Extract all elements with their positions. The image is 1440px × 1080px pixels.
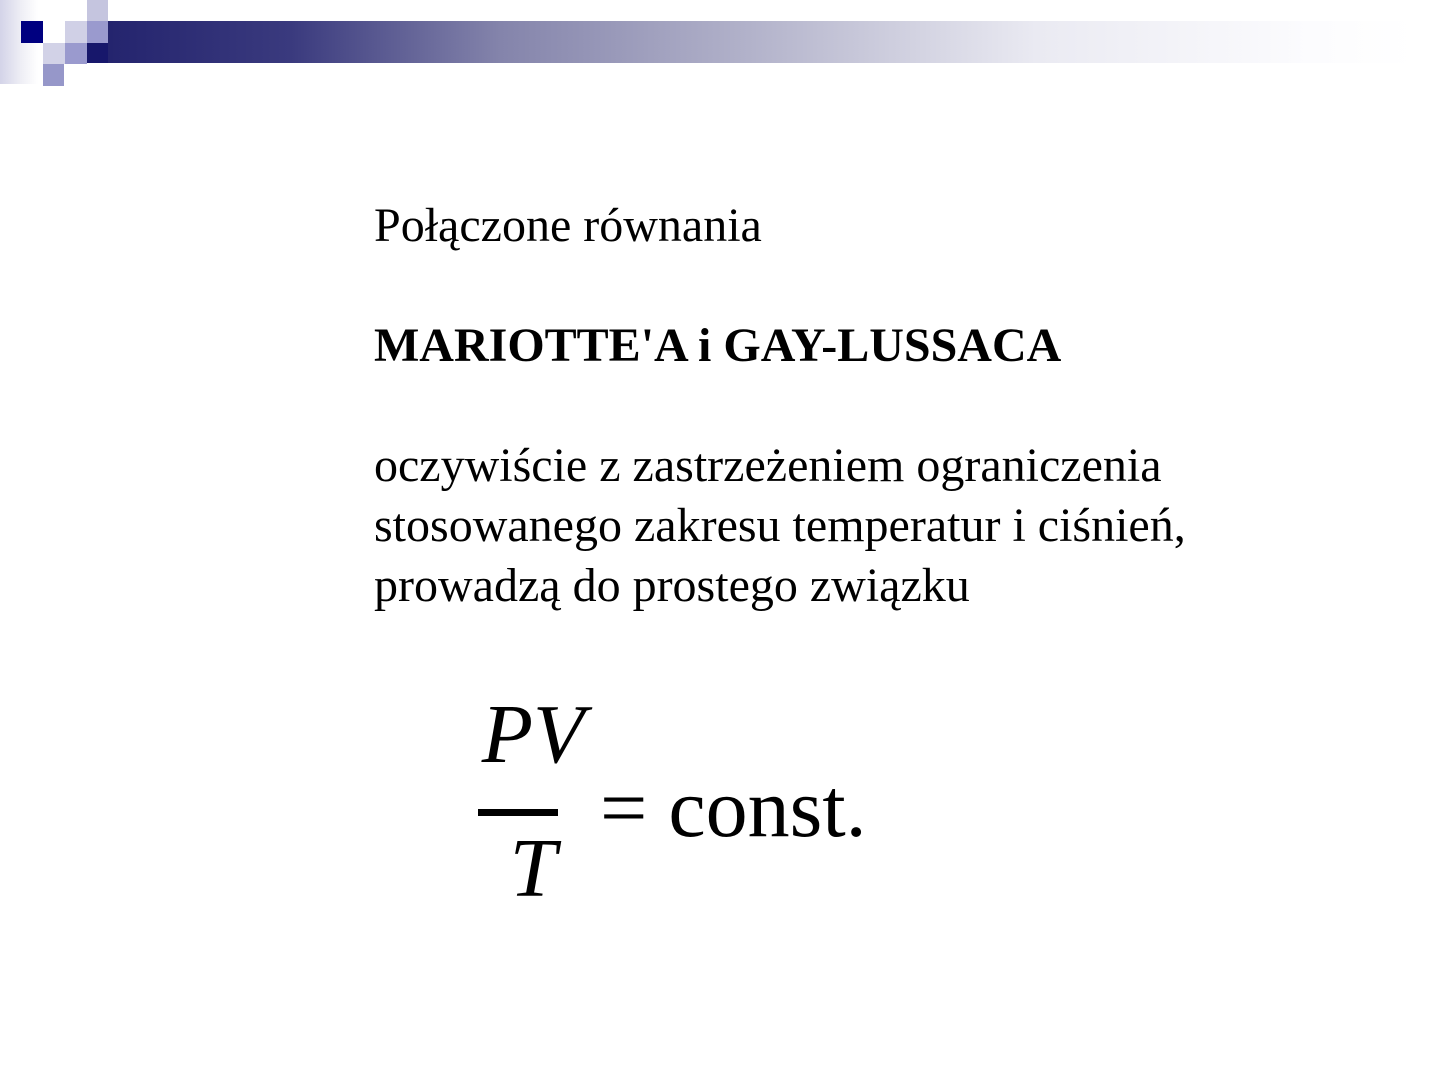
pixel-square-medium-mid [65, 43, 87, 64]
intro-line: Połączone równania [374, 199, 762, 252]
fraction-numerator: PV [481, 688, 585, 781]
pixel-square-light-upper [65, 21, 87, 43]
body-line-2: stosowanego zakresu temperatur i ciśnień, [374, 499, 1186, 552]
fraction [476, 688, 590, 915]
blank-line [374, 256, 1254, 316]
blank-line [374, 376, 1254, 436]
formula [476, 688, 867, 915]
body-line-3: prowadzą do prostego związku [374, 559, 970, 612]
pixel-square-top [87, 0, 108, 21]
pixel-square-medium-lower [43, 64, 64, 86]
pixel-square-light-mid [43, 43, 65, 64]
header-gradient-bar [108, 21, 1415, 63]
header-bar-step [87, 43, 108, 63]
formula-result: = const. [600, 762, 867, 855]
fraction-bar [478, 809, 558, 816]
law-names-line: MARIOTTE'A i GAY-LUSSACA [374, 319, 1062, 372]
pixel-square-medium-upper [87, 21, 108, 43]
fraction-denominator: T [509, 822, 557, 915]
body-line-1: oczywiście z zastrzeżeniem ograniczenia [374, 439, 1162, 492]
pixel-square-navy [21, 21, 43, 43]
slide-text-block [374, 196, 1254, 616]
